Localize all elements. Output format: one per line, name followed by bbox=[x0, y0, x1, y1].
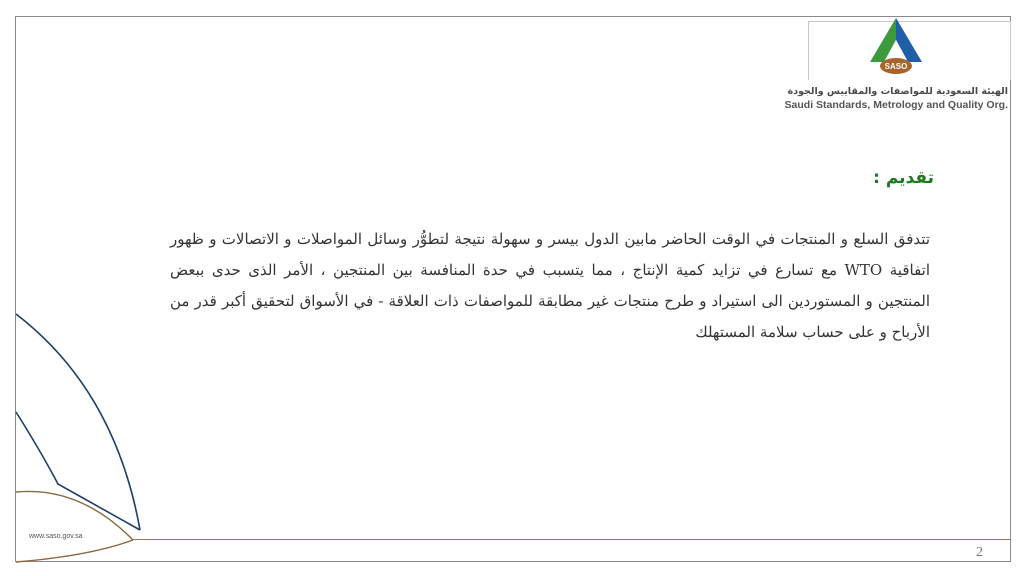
org-name-english: Saudi Standards, Metrology and Quality Org. bbox=[784, 99, 1008, 111]
footer-url: www.saso.gov.sa bbox=[29, 533, 83, 540]
section-title: تقديم : bbox=[873, 168, 934, 188]
saso-logo bbox=[866, 16, 926, 80]
org-name-arabic: الهيئة السعودية للمواصفات والمقاييس والجودة bbox=[787, 86, 1008, 97]
page-number: 2 bbox=[976, 545, 983, 560]
logo-text: SASO bbox=[884, 62, 908, 71]
footer-divider bbox=[133, 539, 1011, 540]
body-paragraph: تتدفق السلع و المنتجات في الوقت الحاضر مابين الدول بيسر و سهولة نتيجة لتطوُّر وسائل المواصلات و الاتصالات و ظهور اتفاقية WTO مع تسارع في تزايد كمية الإنتاج ، مما يتسبب في حدة المنافسة بين المنتجين ، الأمر الذى حدى ببعض المنتجين و المستوردين الى استيراد و طرح منتجات غير مطابقة للمواصفات ذات العلاقة - في الأسواق لتحقيق أكبر قدر من الأرباح و على حساب سلامة المستهلك bbox=[170, 230, 930, 341]
